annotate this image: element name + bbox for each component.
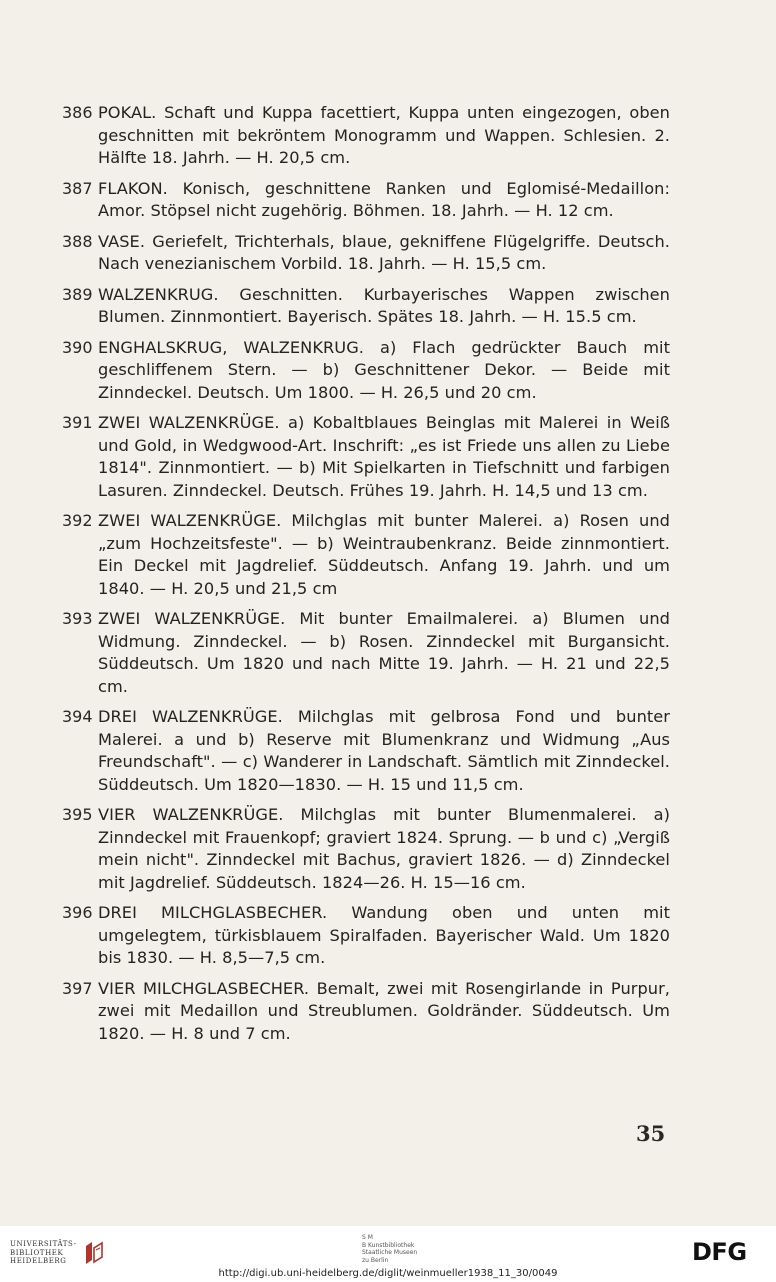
entry-description: POKAL. Schaft und Kuppa facettiert, Kuppa unten eingezogen, oben geschnitten mit bekröntem Monogramm und Wappen. Schlesien. 2. Hälfte 18. Jahrh. — H. 20,5 cm.: [98, 103, 670, 167]
entry-description: VASE. Geriefelt, Trichterhals, blaue, gekniffene Flügelgriffe. Deutsch. Nach venezianischem Vorbild. 18. Jahrh. — H. 15,5 cm.: [98, 231, 670, 273]
catalog-entry: [62, 510, 670, 600]
catalog-entry: [62, 978, 670, 1046]
entry-description: VIER MILCHGLASBECHER. Bemalt, zwei mit Rosengirlande in Purpur, zwei mit Medaillon und Streublumen. Goldränder. Süddeutsch. Um 1820. — H. 8 und 7 cm.: [98, 978, 670, 1043]
page-number: 35: [636, 1121, 666, 1146]
entry-description: ENGHALSKRUG, WALZENKRUG. a) Flach gedrückter Bauch mit geschliffenem Stern. — b) Geschnittener Dekor. — Beide mit Zinndeckel. Deutsch. Um 1800. — H. 26,5 und 20 cm.: [98, 337, 670, 402]
entry-description: FLAKON. Konisch, geschnittene Ranken und Eglomisé-Medaillon: Amor. Stöpsel nicht zugehörig. Böhmen. 18. Jahrh. — H. 12 cm.: [98, 178, 670, 220]
smb-line: B Kunstbibliothek: [362, 1241, 415, 1249]
university-line: UNIVERSITÄTS-: [10, 1240, 77, 1249]
catalog-entry: [62, 804, 670, 894]
entry-number: 394: [62, 707, 93, 726]
entry-description: DREI MILCHGLASBECHER. Wandung oben und unten mit umgelegtem, türkisblauem Spiralfaden. Bayerischer Wald. Um 1820 bis 1830. — H. 8,5—7,5 cm.: [98, 903, 670, 967]
smb-kunstbibliothek-logo: [362, 1234, 417, 1264]
digitization-footer: [0, 1226, 776, 1282]
entry-number: 390: [62, 337, 93, 357]
smb-line: Staatliche Museen: [362, 1249, 418, 1256]
entry-number: 391: [62, 413, 93, 432]
catalog-entry: [62, 178, 670, 223]
entry-number: 389: [62, 284, 93, 304]
catalog-entry: [62, 706, 670, 796]
smb-line: S M: [362, 1234, 373, 1241]
university-line: BIBLIOTHEK: [10, 1248, 64, 1257]
entry-number: 393: [62, 609, 93, 628]
entry-description: ZWEI WALZENKRÜGE. Milchglas mit bunter Malerei. a) Rosen und „zum Hochzeitsfeste". — b) Weintraubenkranz. Beide zinnmontiert. Ein Deckel mit Jagdrelief. Süddeutsch. Anfang 19. Jahrh. und um 1840. — H. 20,5 und 21,5 cm: [98, 511, 670, 598]
entry-number: 386: [62, 103, 93, 122]
catalog-entry: [62, 902, 670, 970]
catalog-entry: [62, 412, 670, 502]
entry-number: 395: [62, 805, 93, 824]
university-name: [10, 1240, 77, 1266]
catalog-entry: [62, 608, 670, 698]
entry-description: ZWEI WALZENKRÜGE. Mit bunter Emailmalerei. a) Blumen und Widmung. Zinndeckel. — b) Rosen. Zinndeckel mit Burgansicht. Süddeutsch. Um 1820 und nach Mitte 19. Jahrh. — H. 21 und 22,5 cm.: [98, 609, 670, 696]
catalog-entry: [62, 231, 670, 276]
entry-number: 397: [62, 978, 93, 998]
entry-number: 388: [62, 231, 93, 251]
entry-description: VIER WALZENKRÜGE. Milchglas mit bunter Blumenmalerei. a) Zinndeckel mit Frauenkopf; graviert 1824. Sprung. — b und c) „Vergiß mein nicht". Zinndeckel mit Bachus, graviert 1826. — d) Zinndeckel mit Jagdrelief. Süddeutsch. 1824—26. H. 15—16 cm.: [98, 805, 670, 892]
catalog-entry: [62, 102, 670, 170]
entry-description: DREI WALZENKRÜGE. Milchglas mit gelbrosa Fond und bunter Malerei. a und b) Reserve mit Blumenkranz und Widmung „Aus Freundschaft". — c) Wanderer in Landschaft. Sämtlich mit Zinndeckel. Süddeutsch. Um 1820—1830. — H. 15 und 11,5 cm.: [98, 707, 670, 794]
catalog-entry: [62, 337, 670, 405]
smb-line: zu Berlin: [362, 1256, 389, 1264]
entry-description: ZWEI WALZENKRÜGE. a) Kobaltblaues Beinglas mit Malerei in Weiß und Gold, in Wedgwood-Art. Inschrift: „es ist Friede uns allen zu Liebe 1814". Zinnmontiert. — b) Mit Spielkarten in Tiefschnitt und farbigen Lasuren. Zinndeckel. Deutsch. Frühes 19. Jahrh. H. 14,5 und 13 cm.: [98, 413, 670, 500]
university-line: HEIDELBERG: [10, 1257, 67, 1266]
permalink-url[interactable]: http://digi.ub.uni-heidelberg.de/diglit/weinmueller1938_11_30/0049: [218, 1268, 558, 1279]
entry-number: 392: [62, 511, 93, 530]
library-emblem-icon: [83, 1240, 105, 1266]
entry-number: 387: [62, 178, 93, 198]
dfg-logo[interactable]: DFG: [692, 1238, 747, 1266]
catalog-entry: [62, 284, 670, 329]
entry-description: WALZENKRUG. Geschnitten. Kurbayerisches Wappen zwischen Blumen. Zinnmontiert. Bayerisch. Spätes 18. Jahrh. — H. 15.5 cm.: [98, 284, 670, 326]
university-library-logo[interactable]: [10, 1240, 105, 1266]
entry-number: 396: [62, 903, 93, 922]
catalog-entries: [62, 102, 670, 1053]
